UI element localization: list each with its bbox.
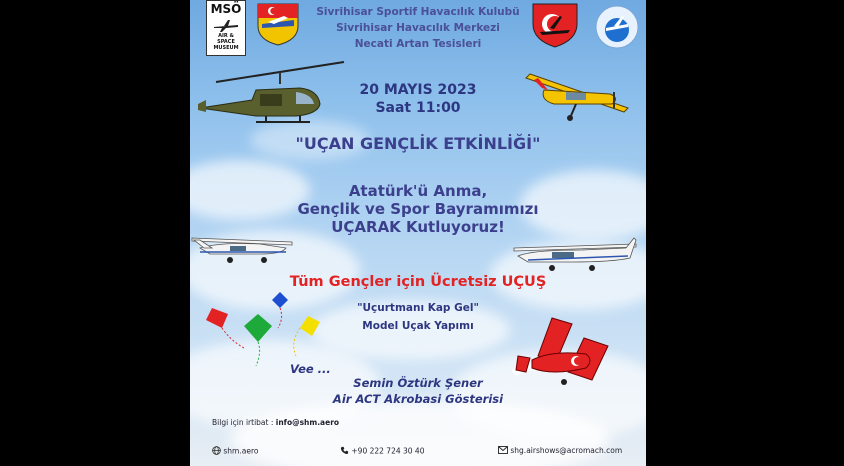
event-title: "UÇAN GENÇLİK ETKİNLİĞİ" [295, 134, 541, 153]
info-contact-line [212, 418, 339, 427]
header-club-name: Sivrihisar Sportif Havacılık Kulubü [316, 6, 520, 18]
activity-model-plane-text: Model Uçak Yapımı [362, 320, 474, 332]
event-time: Saat 11:00 [375, 100, 461, 116]
greeting-line-3: UÇARAK Kutluyoruz! [331, 218, 505, 236]
phone-number[interactable]: +90 222 724 30 40 [351, 446, 425, 456]
phone-icon [340, 446, 349, 457]
header-center-name: Sivrihisar Havacılık Merkezi [336, 22, 500, 34]
email-link[interactable]: shg.airshows@acromach.com [510, 446, 623, 455]
globe-icon [212, 446, 221, 457]
free-flight-text: Tüm Gençler için Ücretsiz UÇUŞ [289, 274, 547, 290]
phone-item[interactable] [340, 446, 424, 457]
aerobatic-show-text: Air ACT Akrobasi Gösterisi [332, 392, 504, 406]
header-facility-name: Necati Artan Tesisleri [354, 38, 482, 50]
website-item[interactable] [212, 446, 258, 457]
museum-logo-bottom: AIR & SPACE MUSEUM [213, 33, 239, 51]
museum-logo-top: MSÖ [210, 2, 242, 16]
info-label: Bilgi için irtibat : [212, 418, 274, 427]
event-poster [190, 0, 646, 466]
email-icon [498, 446, 508, 456]
activity-kite-text: "Uçurtmanı Kap Gel" [357, 302, 479, 314]
website-link[interactable]: shm.aero [223, 446, 259, 456]
white-plane-right-image [512, 234, 638, 274]
turkish-stars-logo [530, 2, 580, 48]
email-item[interactable] [498, 446, 622, 456]
white-plane-left-image [190, 226, 294, 266]
info-email[interactable]: info@shm.aero [275, 418, 340, 427]
greeting-line-1: Atatürk'ü Anma, [348, 182, 488, 200]
sport-aviation-club-logo [594, 4, 640, 50]
greeting-line-2: Gençlik ve Spor Bayramımızı [297, 200, 539, 218]
event-date: 20 MAYIS 2023 [359, 82, 477, 98]
vee-text: Vee ... [290, 362, 331, 376]
pilot-name: Semin Öztürk Şener [353, 376, 483, 390]
